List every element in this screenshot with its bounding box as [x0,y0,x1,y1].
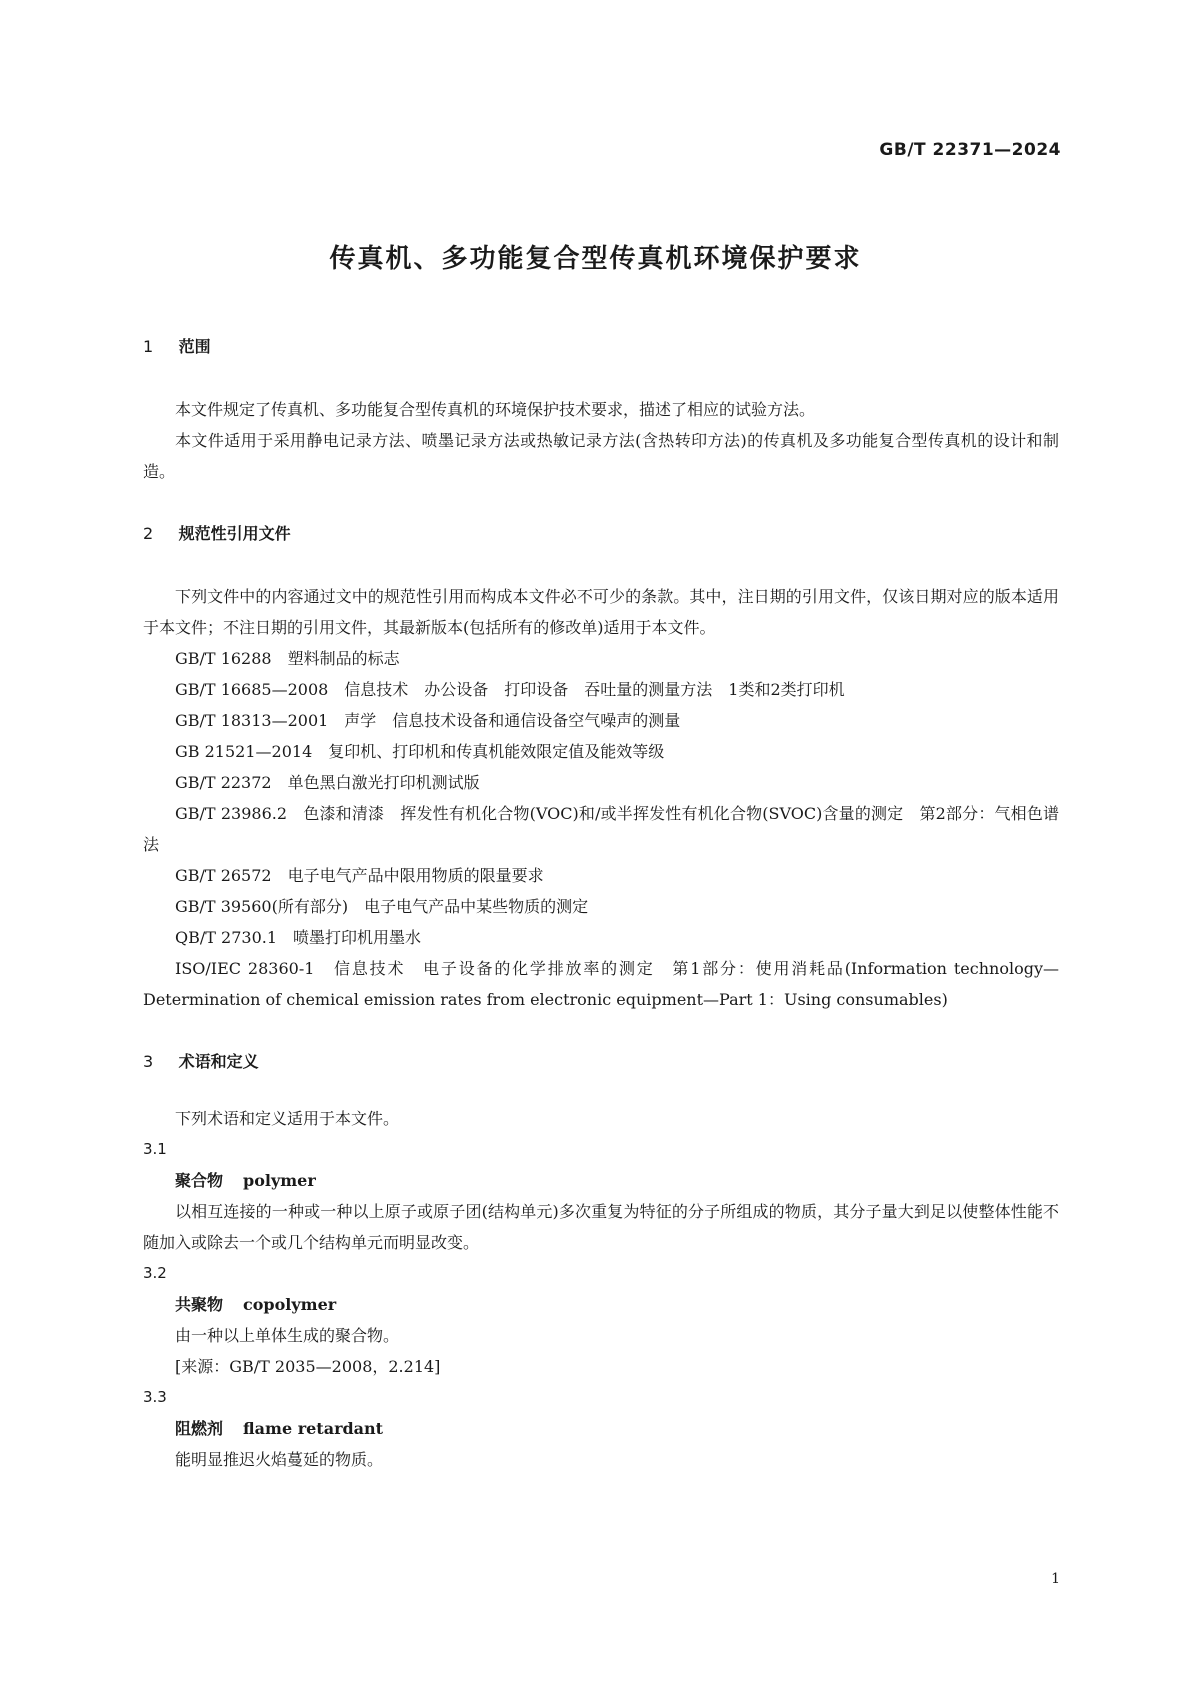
term-en: flame retardant [243,1419,384,1438]
standard-code: GB/T 22371—2024 [879,140,1061,160]
paragraph: 本文件适用于采用静电记录方法、喷墨记录方法或热敏记录方法(含热转印方法)的传真机及多功能复合型传真机的设计和制造。 [143,431,1059,481]
section-title: 术语和定义 [178,1052,259,1071]
section-heading-normative-references [143,519,1059,549]
term-number: 3.1 [143,1140,167,1158]
reference-item: GB/T 16288 塑料制品的标志 [175,649,400,668]
reference-item: GB/T 22372 单色黑白激光打印机测试版 [175,773,480,792]
term-zh: 阻燃剂 [175,1419,224,1438]
term-name [143,1413,1059,1444]
reference-item: GB 21521—2014 复印机、打印机和传真机能效限定值及能效等级 [175,742,665,761]
paragraph: 下列文件中的内容通过文中的规范性引用而构成本文件必不可少的条款。其中，注日期的引用文件，仅该日期对应的版本适用于本文件；不注日期的引用文件，其最新版本(包括所有的修改单)适用于本文件。 [143,587,1059,637]
term-name [143,1289,1059,1320]
section-title: 规范性引用文件 [178,524,291,543]
section-heading-scope [143,332,1059,362]
paragraph: 下列术语和定义适用于本文件。 [175,1109,400,1128]
reference-item: GB/T 23986.2 色漆和清漆 挥发性有机化合物(VOC)和/或半挥发性有机化合物(SVOC)含量的测定 第2部分：气相色谱法 [143,804,1059,854]
reference-item: GB/T 26572 电子电气产品中限用物质的限量要求 [175,866,544,885]
section-number: 1 [143,337,154,356]
term-number: 3.3 [143,1388,167,1406]
reference-item: GB/T 16685—2008 信息技术 办公设备 打印设备 吞吐量的测量方法 1类和2类打印机 [175,680,845,699]
term-zh: 共聚物 [175,1295,224,1314]
term-definition: 以相互连接的一种或一种以上原子或原子团(结构单元)多次重复为特征的分子所组成的物质，其分子量大到足以使整体性能不随加入或除去一个或几个结构单元而明显改变。 [143,1202,1059,1252]
section-number: 2 [143,524,154,543]
term-en: polymer [243,1171,316,1190]
reference-item: QB/T 2730.1 喷墨打印机用墨水 [175,928,422,947]
section-heading-terms [143,1047,1059,1077]
term-name [143,1165,1059,1196]
document-title: 传真机、多功能复合型传真机环境保护要求 [329,244,862,274]
reference-item: GB/T 18313—2001 声学 信息技术设备和通信设备空气噪声的测量 [175,711,681,730]
term-zh: 聚合物 [175,1171,224,1190]
term-en: copolymer [243,1295,337,1314]
term-number: 3.2 [143,1264,167,1282]
term-definition: 由一种以上单体生成的聚合物。 [175,1326,400,1345]
term-definition: 能明显推迟火焰蔓延的物质。 [175,1450,384,1469]
reference-item: ISO/IEC 28360-1 信息技术 电子设备的化学排放率的测定 第1部分：使用消耗品(Information technology—Determination of chemical emission rates from electronic equipment—Part 1：Using consumables) [143,959,1059,1009]
paragraph: 本文件规定了传真机、多功能复合型传真机的环境保护技术要求，描述了相应的试验方法。 [175,400,816,419]
page-number: 1 [1051,1571,1060,1587]
term-source: [来源：GB/T 2035—2008，2.214] [175,1357,441,1376]
section-number: 3 [143,1052,154,1071]
document-body [143,332,1059,1475]
section-title: 范围 [178,337,211,356]
reference-item: GB/T 39560(所有部分) 电子电气产品中某些物质的测定 [175,897,589,916]
